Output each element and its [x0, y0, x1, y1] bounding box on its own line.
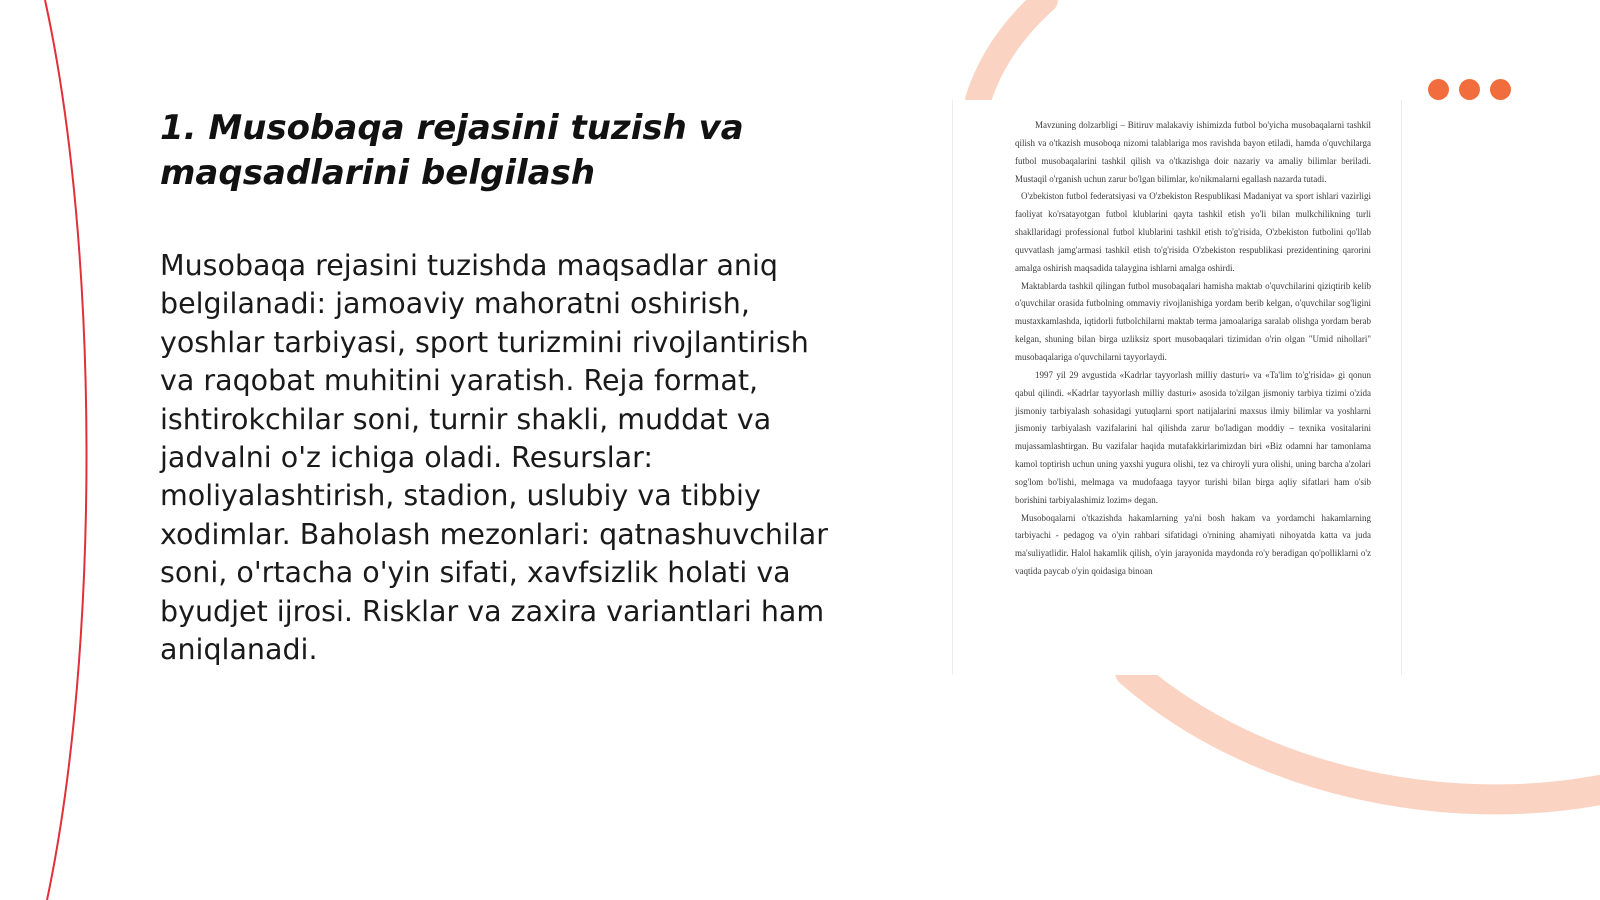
slide-body-text: Musobaqa rejasini tuzishda maqsadlar aniq belgilanadi: jamoaviy mahoratni oshirish, yoshlar tarbiyasi, sport turizmini rivojlantirish va raqobat muhitini yaratish. Reja format, ishtirokchilar soni, turnir shakli, muddat va jadvalni o'z ichiga oladi. Resurslar: moliyalashtirish, stadion, uslubiy va tibbiy xodimlar. Baholash mezonlari: qatnashuvchilar soni, o'rtacha o'yin sifati, xavfsizlik holati va byudjet ijrosi. Risklar va zaxira variantlari ham aniqlanadi.	[160, 249, 828, 667]
top-orange-arc	[978, 0, 1045, 100]
document-paragraph: O'zbekiston futbol federatsiyasi va O'zbekiston Respublikasi Madaniyat va sport ishlari vazirligi faoliyat ko'rsatayotgan futbol klublarini qayta tashkil etish yo'li bilan mulkchilikning turli shakllaridagi professional futbol klublarini tashkil etish to'g'risida, O'zbekiston futbolini qo'llab quvvatlash jamg'armasi tashkil etish to'g'risida O'zbekiston respublikasi prezidentining qarorini amalga oshirish maqsadida talaygina ishlarni amalga oshirdi.	[1015, 191, 1371, 273]
dot	[1459, 79, 1480, 100]
left-red-curve	[45, 0, 87, 900]
decorative-dots	[1428, 79, 1511, 100]
dot	[1490, 79, 1511, 100]
dot	[1428, 79, 1449, 100]
document-paragraph: 1997 yil 29 avgustida «Kadrlar tayyorlash milliy dasturi» va «Ta'lim to'g'risida» gi qonun qabul qilindi. «Kadrlar tayyorlash milliy dasturi» asosida to'zilgan jismoniy tarbiya tizimi o'zida jismoniy tarbiyalash sohasidagi yutuqlarni sport natijalarini maxsus ilmiy bilimlar va yoshlarni jismoniy tarbiyalash vazifalarini hal qilishda zarur bo'ladigan moddiy – texnika vositalarini mujassamlashtirgan. Bu vazifalar haqida mutafakkirlarimizdan biri «Biz odamni har tamonlama kamol toptirish uchun uning yaxshi yugura olishi, tez va chiroyli yura olishi, uning barcha a'zolari sog'lom bo'lishi, melmaga va mudofaaga tayyor turishi bilan birga aqliy sifatlari ham o'sib borishini tarbiyalashimiz lozim» degan.	[1015, 369, 1371, 505]
bottom-orange-arc	[1130, 672, 1600, 799]
document-paragraph: Mavzuning dolzarbligi – Bitiruv malakaviy ishimizda futbol bo'yicha musobaqalarni tashkil qilish va o'tkazish musoboqa nizomi talablariga mos ravishda bayon etiladi, hamda o'quvchilarga futbol musobaqalarini tashkil qilish va o'tkazishga doir nazariy va amaliy bilimlar beriladi. Mustaqil o'rganish uchun zarur bo'lgan bilimlar, ko'nikmalarni egallash nazarda tutadi.	[1015, 120, 1371, 184]
slide-title: 1. Musobaqa rejasini tuzish va maqsadlarini belgilash	[160, 108, 744, 193]
document-paragraph: Musoboqalarni o'tkazishda hakamlarning ya'ni bosh hakam va yordamchi hakamlarning tarbiyachi - pedagog va o'yin rahbari sifatidagi o'rnining ahamiyati nihoyatda katta va juda ma'suliyatlidir. Halol hakamlik qilish, o'yin jarayonida maydonda ro'y beradigan qo'polliklarni o'z vaqtida paycab o'yin qoidasiga binoan	[1015, 512, 1371, 577]
document-page-image	[952, 100, 1402, 675]
document-paragraph: Maktablarda tashkil qilingan futbol musobaqalari hamisha maktab o'quvchilarini qiziqtirib kelib o'quvchilar orasida futbolning ommaviy rivojlanishiga yordam berib kelgan, o'quvchilar sog'ligini mustaxkamlashda, iqtidorli futbolchilarni maktab terma jamoalariga saralab olishga yordam berab kelgan, shuning bilan birga uzliksiz sport musobaqalari tizimidan o'rin olgan "Umid nihollari" musobaqalariga o'quvchilarni tayyorlaydi.	[1015, 280, 1371, 362]
